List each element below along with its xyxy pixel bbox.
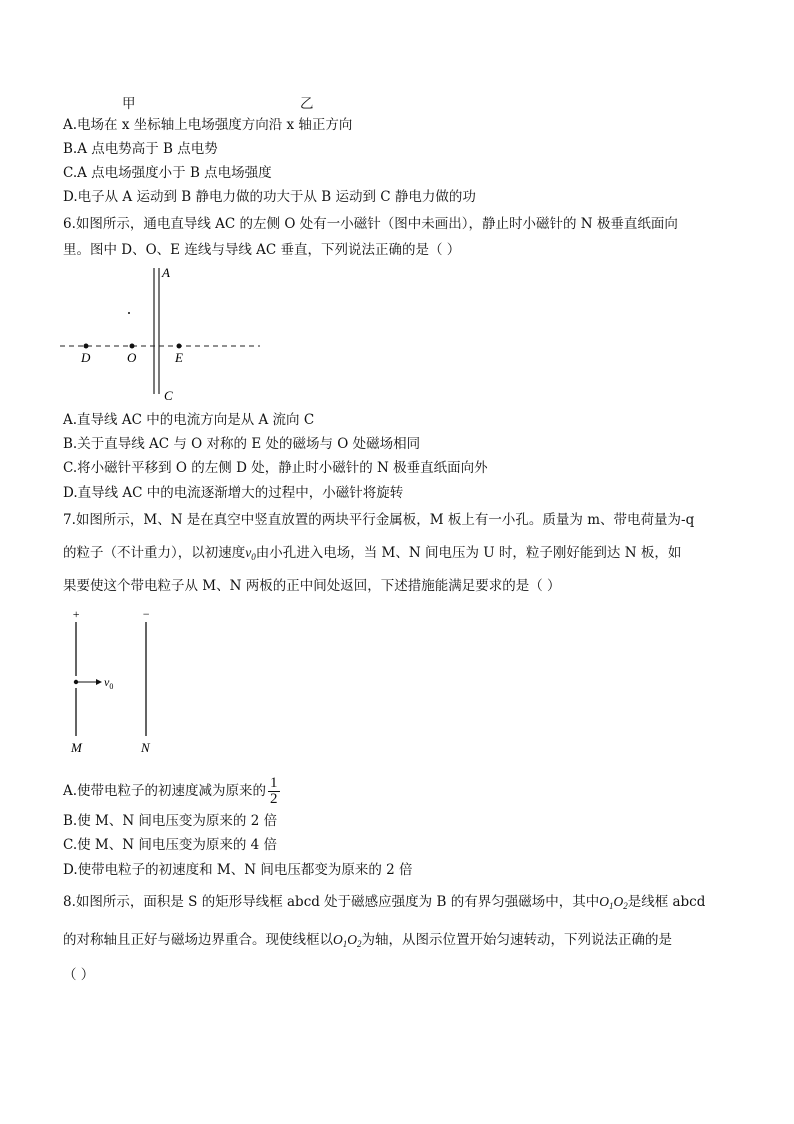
- label-d: D: [81, 350, 91, 365]
- q8-stem-line1-post: 是线框 abcd: [627, 894, 706, 910]
- o1o2-symbol: $O_1O_2$: [599, 894, 628, 911]
- q7-option-b: B.使 M、N 间电压变为原来的 2 倍: [63, 813, 278, 829]
- q6-option-c: C.将小磁针平移到 O 的左侧 D 处，静止时小磁针的 N 极垂直纸面向外: [63, 460, 488, 476]
- q8-stem-line2-pre: 的对称轴且正好与磁场边界重合。现使线框以: [63, 932, 333, 948]
- figure-label-jia: 甲: [122, 96, 136, 112]
- q6-stem-line1: 6.如图所示，通电直导线 AC 的左侧 O 处有一小磁针（图中未画出），静止时小磁针的 N 极垂直纸面向: [63, 216, 678, 232]
- q5-option-d: D.电子从 A 运动到 B 静电力做的功大于从 B 运动到 C 静电力做的功: [63, 189, 476, 205]
- q8-stem-line2: [63, 931, 672, 953]
- point-d: [84, 344, 89, 349]
- fraction-one-half: $\frac{1}{2}$: [270, 775, 278, 807]
- label-a: A: [162, 265, 170, 280]
- label-m: M: [71, 740, 82, 755]
- point-o: [130, 344, 135, 349]
- q7-stem-line2-pre: 的粒子（不计重力），以初速度: [63, 545, 246, 561]
- q5-option-a: A.电场在 x 坐标轴上电场强度方向沿 x 轴正方向: [63, 117, 353, 133]
- q7-stem-line2-post: 由小孔进入电场，当 M、N 间电压为 U 时，粒子刚好能到达 N 板，如: [255, 545, 682, 561]
- q8-stem-line1: [63, 893, 705, 915]
- label-e: E: [175, 350, 183, 365]
- minus-sign: −: [142, 607, 151, 621]
- q8-stem-line1-pre: 8.如图所示，面积是 S 的矩形导线框 abcd 处于磁感应强度为 B 的有界匀强磁场中，其中: [63, 894, 600, 910]
- q8-stem-line3: （ ）: [63, 967, 95, 983]
- q6-option-d: D.直导线 AC 中的电流逐渐增大的过程中，小磁针将旋转: [63, 485, 404, 501]
- label-c: C: [164, 388, 173, 403]
- q6-stem-line2: 里。图中 D、O、E 连线与导线 AC 垂直，下列说法正确的是（ ）: [63, 242, 461, 258]
- q7-stem-line3: 果要使这个带电粒子从 M、N 两板的正中间处返回，下述措施能满足要求的是（ ）: [63, 578, 561, 594]
- q6-option-a: A.直导线 AC 中的电流方向是从 A 流向 C: [63, 412, 315, 428]
- q5-option-c: C.A 点电场强度小于 B 点电场强度: [63, 165, 272, 181]
- q7-option-c: C.使 M、N 间电压变为原来的 4 倍: [63, 837, 278, 853]
- label-n: N: [141, 740, 150, 755]
- q8-stem-line2-post: 为轴，从图示位置开始匀速转动，下列说法正确的是: [361, 932, 672, 948]
- figure-label-yi: 乙: [300, 96, 314, 112]
- q6-option-b: B.关于直导线 AC 与 O 对称的 E 处的磁场与 O 处磁场相同: [63, 436, 421, 452]
- q5-option-b: B.A 点电势高于 B 点电势: [63, 141, 218, 157]
- velocity-arrow-head: [96, 679, 102, 685]
- q7-stem-line1: 7.如图所示，M、N 是在真空中竖直放置的两块平行金属板，M 板上有一小孔。质量为 m、带电荷量为-q: [63, 512, 695, 528]
- q6-figure-wire-diagram: [60, 264, 270, 404]
- plus-sign: +: [72, 607, 81, 621]
- particle: [74, 680, 78, 684]
- q7-option-d: D.使带电粒子的初速度和 M、N 间电压都变为原来的 2 倍: [63, 862, 413, 878]
- q7-option-a-text: A.使带电粒子的初速度减为原来的: [63, 783, 267, 799]
- v0-symbol: $v_0$: [245, 545, 256, 562]
- point-e: [177, 344, 182, 349]
- q7-option-a: [63, 774, 280, 808]
- o1o2-symbol-2: $O_1O_2$: [333, 932, 362, 949]
- q7-figure-plates-diagram: [62, 604, 182, 760]
- velocity-label: $v_0$: [104, 675, 114, 691]
- label-o: O: [127, 350, 137, 365]
- q7-stem-line2: [63, 544, 681, 566]
- speck-dot: [128, 312, 130, 314]
